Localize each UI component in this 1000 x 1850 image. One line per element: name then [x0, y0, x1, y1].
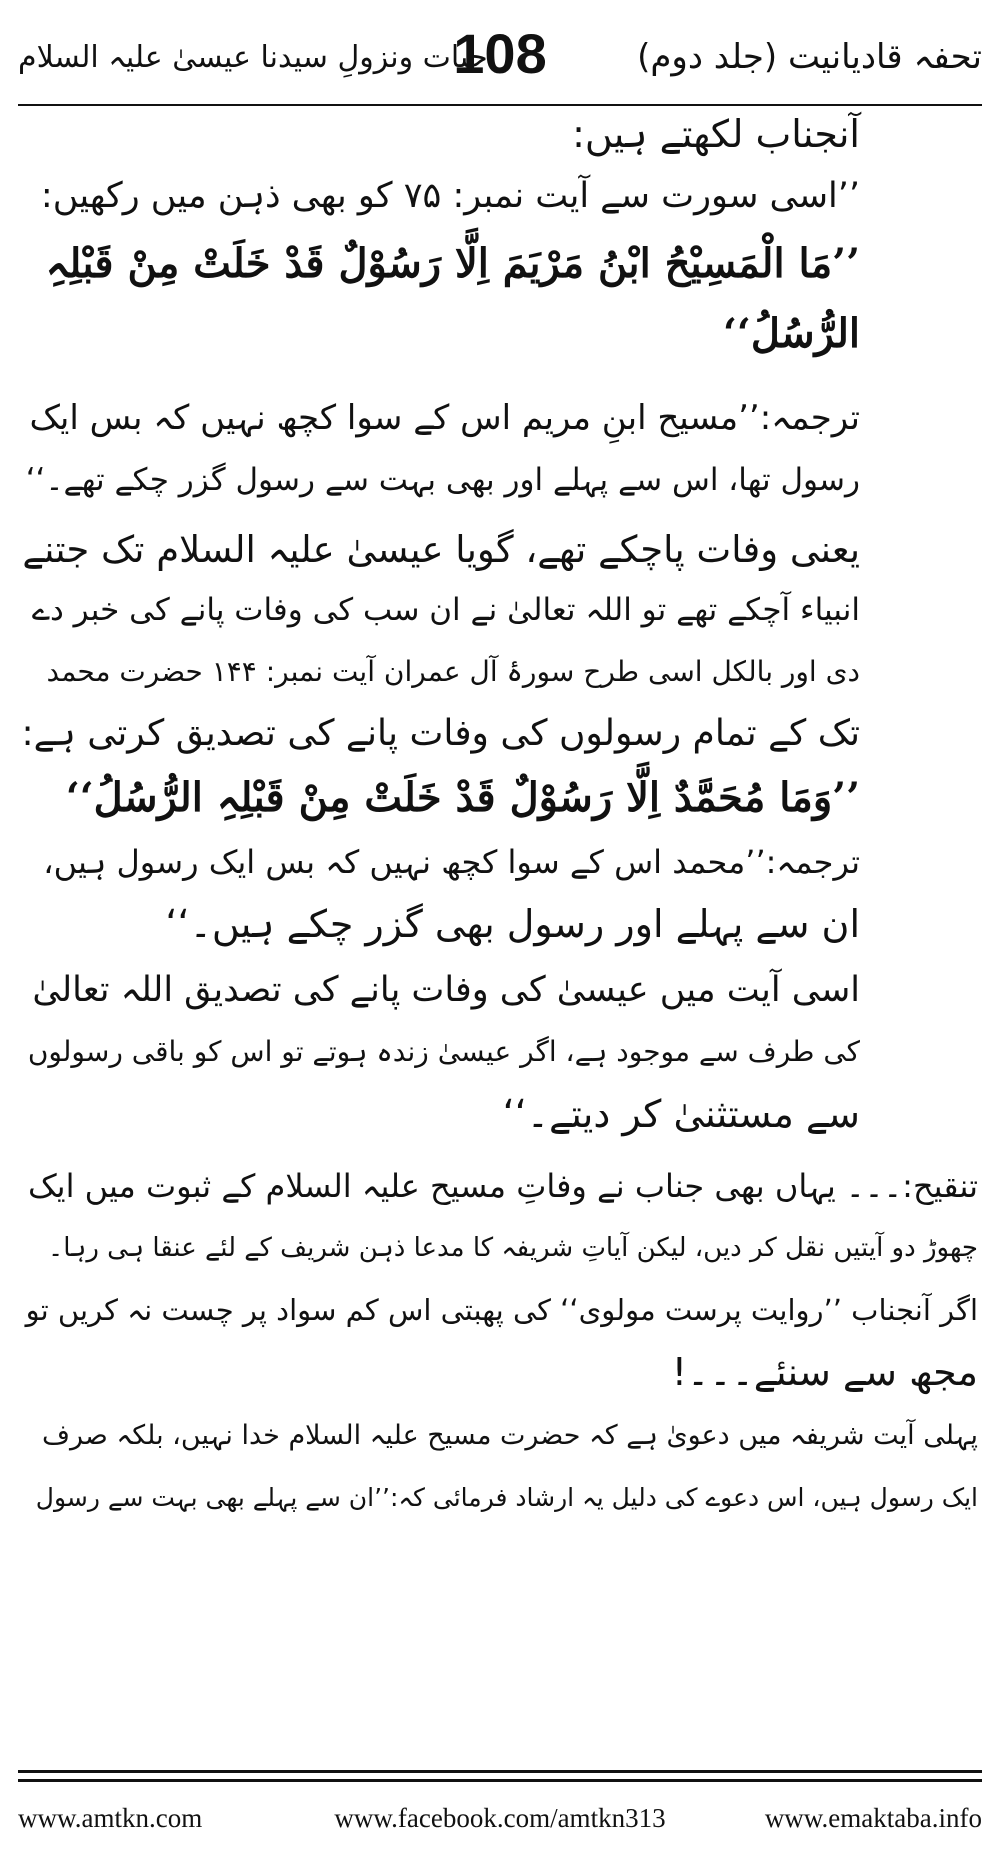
- text-line: تک کے تمام رسولوں کی وفات پانے کی تصدیق کرتی ہے:: [21, 713, 860, 754]
- translation-line: ان سے پہلے اور رسول بھی گزر چکے ہیں۔‘‘: [165, 902, 860, 946]
- translation-line: ترجمہ:’’محمد اس کے سوا کچھ نہیں کہ بس ایک رسول ہیں،: [43, 843, 860, 881]
- chapter-title: حیات ونزولِ سیدنا عیسیٰ علیہ السلام: [18, 40, 488, 75]
- text-line: چھوڑ دو آیتیں نقل کر دیں، لیکن آیاتِ شریفہ کا مدعا ذہن شریف کے لئے عنقا ہی رہا۔: [47, 1233, 978, 1263]
- page-header: [18, 22, 982, 92]
- text-line: سے مستثنیٰ کر دیتے۔‘‘: [502, 1092, 860, 1136]
- quran-verse-line: ’’مَا الْمَسِیْحُ ابْنُ مَرْیَمَ اِلَّا رَسُوْلٌ قَدْ خَلَتْ مِنْ قَبْلِہِ: [45, 240, 860, 287]
- text-line: ایک رسول ہیں، اس دعوے کی دلیل یہ ارشاد فرمائی کہ:’’ان سے پہلے بھی بہت سے رسول: [35, 1483, 978, 1512]
- text-line: اسی آیت میں عیسیٰ کی وفات پانے کی تصدیق اللہ تعالیٰ: [32, 970, 860, 1010]
- text-line: اگر آنجناب ’’روایت پرست مولوی‘‘ کی پھبتی اس کم سواد پر چست نہ کریں تو: [25, 1293, 978, 1327]
- page-footer: [18, 1800, 982, 1836]
- text-line: مجھ سے سنئے۔۔۔!: [671, 1350, 978, 1394]
- footer-link-emaktaba[interactable]: www.emaktaba.info: [764, 1803, 982, 1833]
- translation-line: رسول تھا، اس سے پہلے اور بھی بہت سے رسول گزر چکے تھے۔‘‘: [25, 462, 860, 498]
- book-title: تحفہ قادیانیت (جلد دوم): [637, 37, 982, 77]
- text-line: ’’اسی سورت سے آیت نمبر: ۷۵ کو بھی ذہن میں رکھیں:: [40, 176, 860, 216]
- translation-line: ترجمہ:’’مسیح ابنِ مریم اس کے سوا کچھ نہیں کہ بس ایک: [29, 398, 860, 438]
- text-line: کی طرف سے موجود ہے، اگر عیسیٰ زندہ ہوتے تو اس کو باقی رسولوں: [27, 1035, 860, 1068]
- footer-link-amtkn[interactable]: www.amtkn.com: [18, 1803, 203, 1833]
- quran-verse-line: ’’وَمَا مُحَمَّدٌ اِلَّا رَسُوْلٌ قَدْ خَلَتْ مِنْ قَبْلِہِ الرُّسُلُ‘‘: [65, 774, 860, 821]
- text-line: تنقیح:۔۔۔ یہاں بھی جناب نے وفاتِ مسیح علیہ السلام کے ثبوت میں ایک: [28, 1167, 978, 1205]
- footer-rule-top: [18, 1770, 982, 1773]
- text-line: انبیاء آچکے تھے تو اللہ تعالیٰ نے ان سب کی وفات پانے کی خبر دے: [31, 592, 860, 628]
- footer-rules: [18, 1770, 982, 1782]
- text-line: یعنی وفات پاچکے تھے، گویا عیسیٰ علیہ السلام تک جتنے: [22, 528, 860, 571]
- header-rule: [18, 104, 982, 106]
- footer-link-facebook[interactable]: www.facebook.com/amtkn313: [334, 1803, 666, 1833]
- text-line: پہلی آیت شریفہ میں دعویٰ ہے کہ حضرت مسیح علیہ السلام خدا نہیں، بلکہ صرف: [42, 1420, 978, 1451]
- page-body: [0, 110, 1000, 1750]
- footer-rule-bottom: [18, 1779, 982, 1782]
- quran-verse-line: الرُّسُلُ‘‘: [722, 310, 860, 357]
- page-number: 108: [453, 22, 547, 85]
- text-line: دی اور بالکل اسی طرح سورۂ آل عمران آیت نمبر: ۱۴۴ حضرت محمد: [46, 655, 860, 688]
- text-line: آنجناب لکھتے ہیں:: [572, 112, 860, 156]
